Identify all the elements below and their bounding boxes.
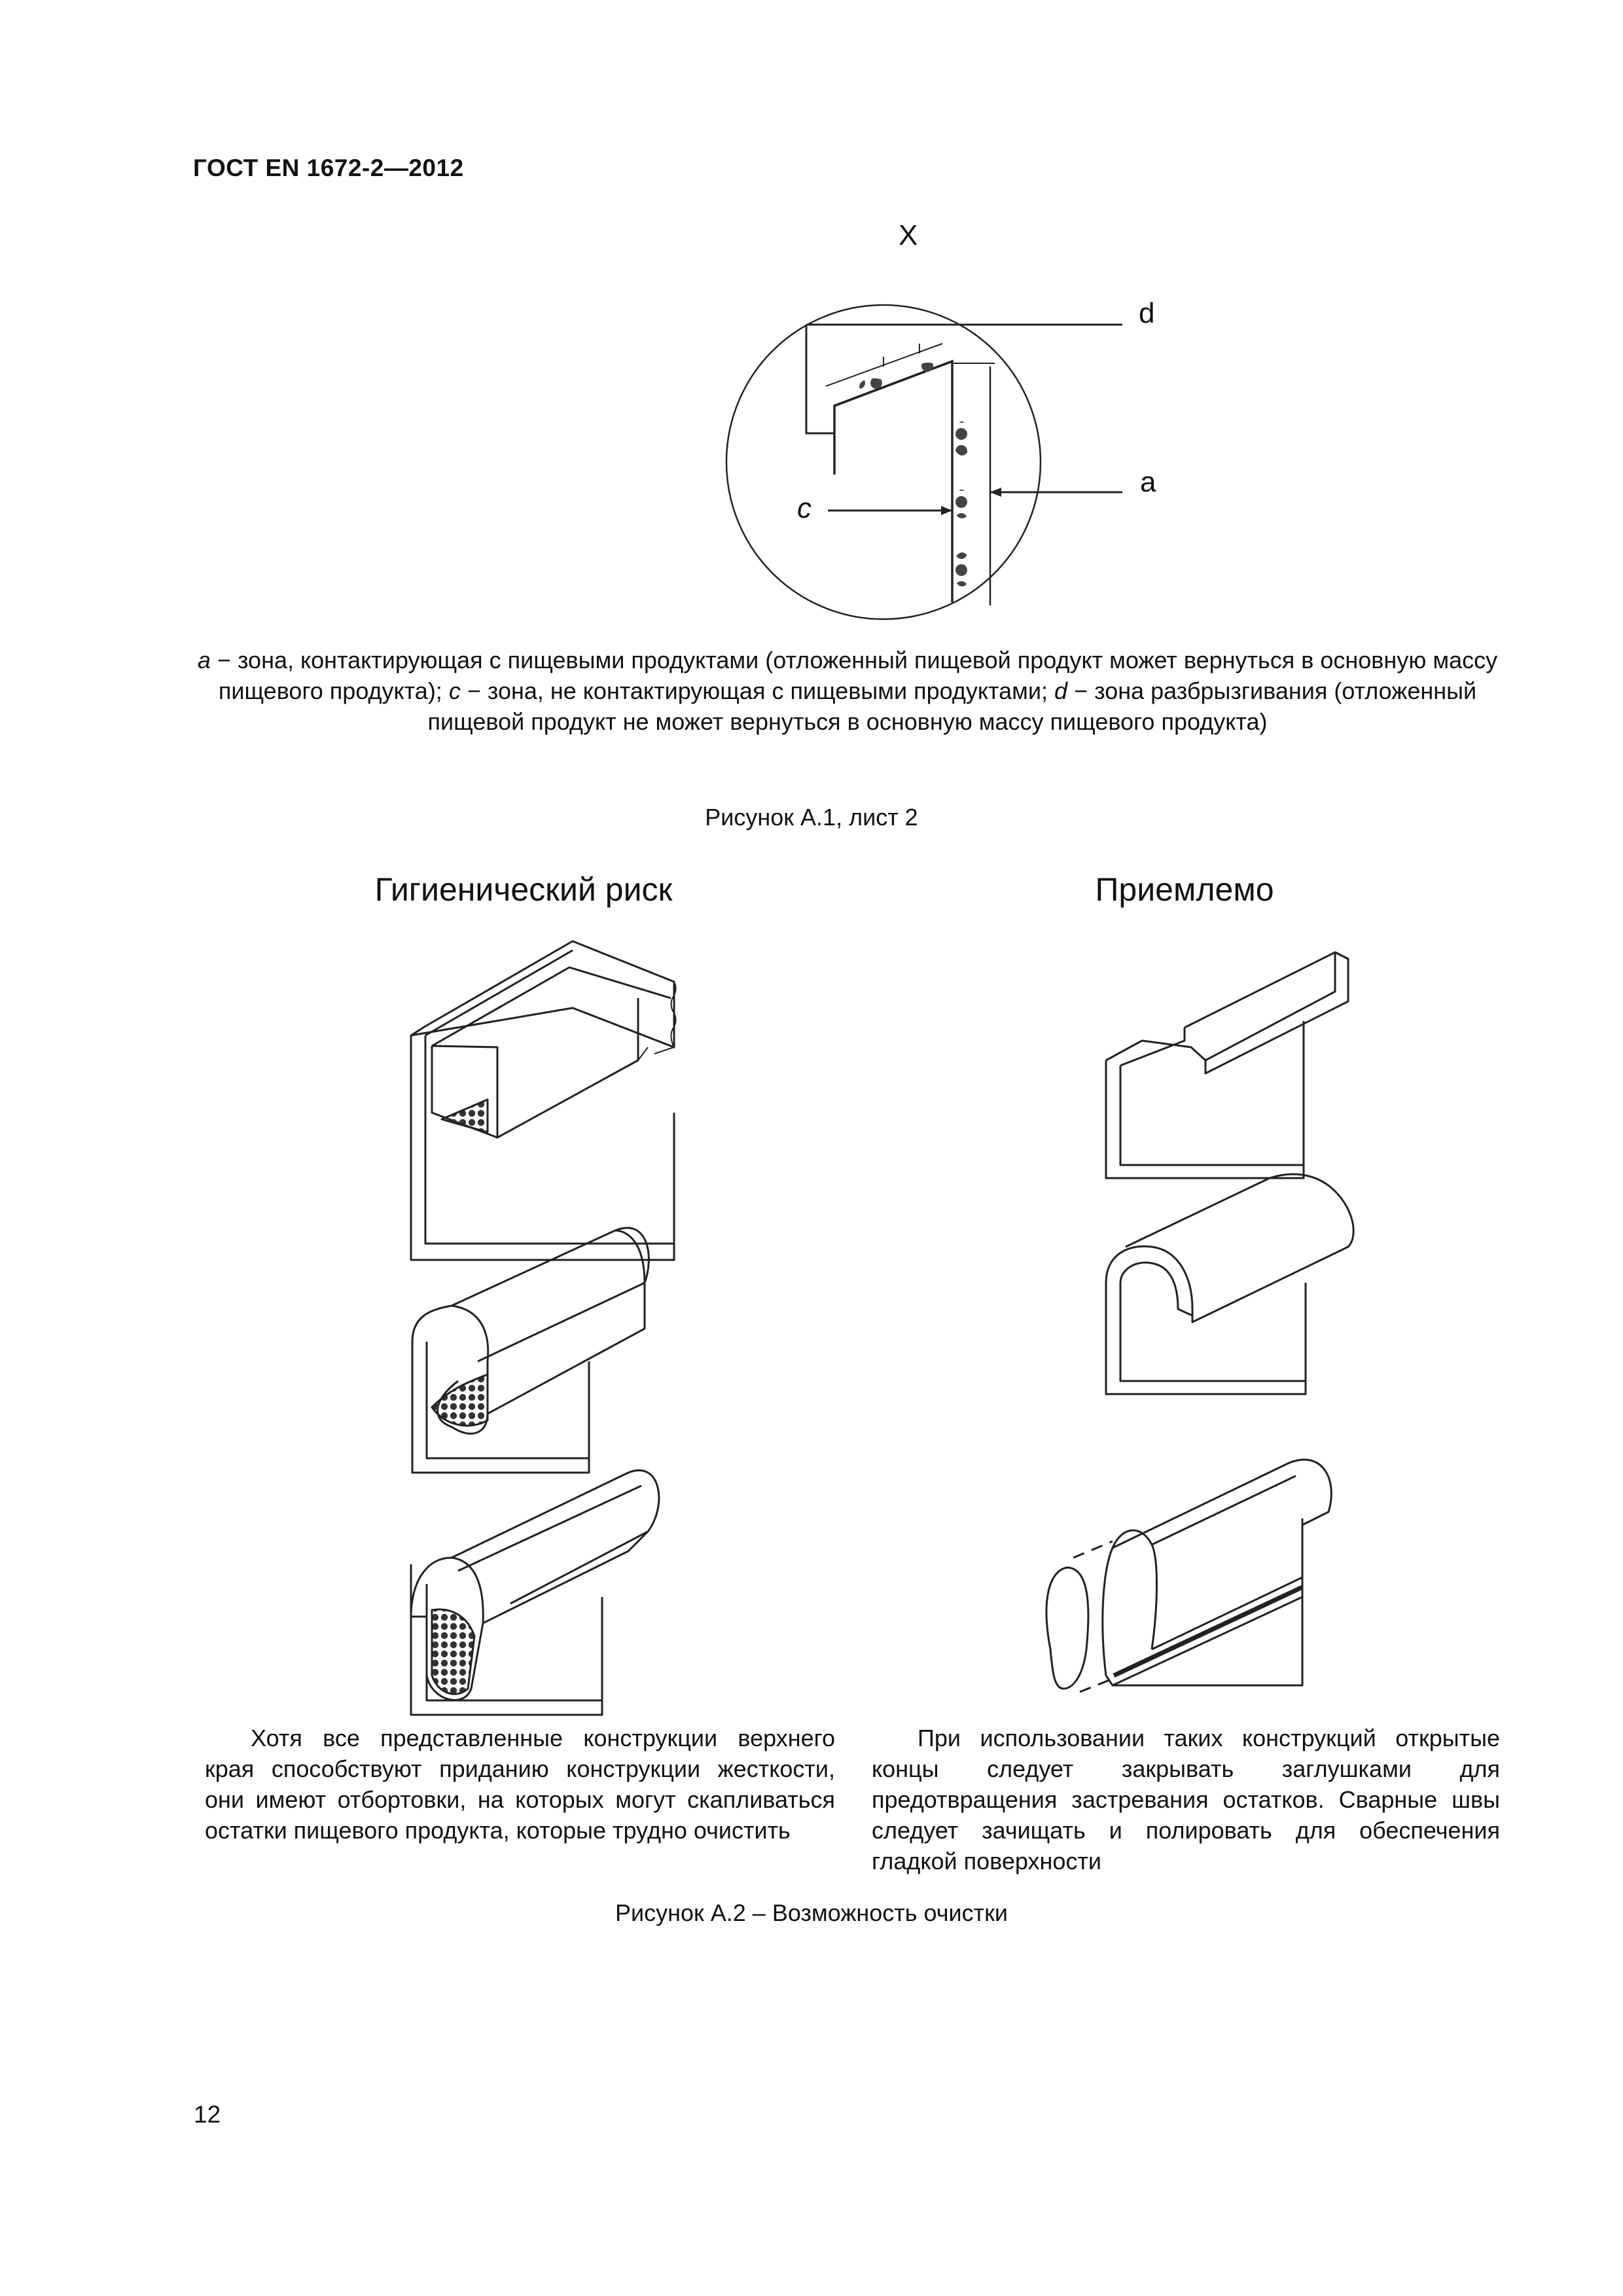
- figure-a1-caption: Рисунок А.1, лист 2: [705, 804, 918, 831]
- left-description: Хотя все представленные конструкции верхнего края способствуют приданию конструкции жесткости, они имеют отбортовки, на которых могут скапливаться остатки пищевого продукта, которые трудно очистить: [205, 1725, 835, 1844]
- legend-text-d: − зона разбрызгивания (отложенный пищевой продукт не может вернуться в основную массу пищевого продукта): [427, 677, 1477, 735]
- acceptable-drawing-bent-edge: [1106, 952, 1348, 1178]
- figure-a2-caption: Рисунок А.2 – Возможность очистки: [615, 1899, 1008, 1926]
- page-number: 12: [194, 2101, 221, 2128]
- label-d: d: [1139, 297, 1155, 329]
- right-column-title: Приемлемо: [1095, 871, 1274, 908]
- right-description: При использовании таких конструкций открытые концы следует закрывать заглушками для предотвращения застревания остатков. Сварные швы следует зачищать и полировать для обеспечения гладкой поверхности: [872, 1725, 1500, 1874]
- end-cap: [1046, 1568, 1088, 1689]
- legend-letter-d: d: [1054, 677, 1068, 704]
- splash-bracket: [806, 325, 835, 433]
- risk-drawing-round-fold: [412, 1228, 649, 1473]
- acceptable-drawing-capped-teardrop: [1046, 1460, 1331, 1692]
- risk-drawing-square-fold: [411, 941, 676, 1260]
- detail-circle-diagram: [726, 305, 1122, 619]
- acceptable-drawing-round-edge: [1106, 1174, 1353, 1394]
- detail-circle: [726, 305, 1041, 619]
- document-header: ГОСТ EN 1672-2—2012: [193, 154, 464, 181]
- label-c: c: [797, 492, 812, 524]
- legend-letter-a: a: [197, 647, 211, 673]
- sheet-edge: [834, 361, 952, 602]
- label-a: a: [1140, 466, 1156, 498]
- left-column-title: Гигиенический риск: [374, 871, 673, 908]
- legend-letter-c: c: [448, 677, 461, 704]
- label-x: X: [899, 219, 918, 251]
- risk-drawing-teardrop-fold: [411, 1470, 659, 1715]
- legend-text-a: − зона, контактирующая с пищевыми продуктами (отложенный пищевой продукт может вернуться в основную массу пищевого продукта);: [210, 647, 1498, 704]
- figure-a1-legend: [196, 645, 1499, 737]
- legend-text-c: − зона, не контактирующая с пищевыми продуктами;: [460, 677, 1055, 704]
